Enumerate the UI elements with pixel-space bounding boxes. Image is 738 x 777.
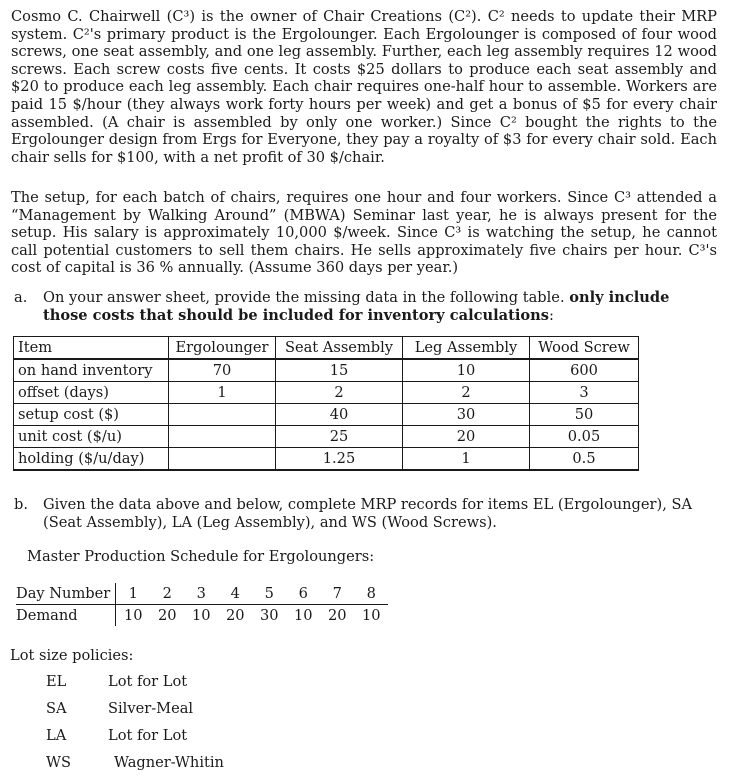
mps-demand: 20 [225,607,245,624]
question-b-text: Given the data above and below, complete MRP records for items EL (Ergolounger), SA (Seat Assembly), LA (Leg Assembly), and WS (Wood Screws). [43,496,693,531]
table-row [14,426,639,448]
row-label: holding ($/u/day) [14,448,169,471]
table-cell: 600 [530,359,639,382]
question-a-text [43,289,717,324]
lot-item: EL [46,673,67,690]
lot-item: WS [46,754,71,771]
header-leg-assembly: Leg Assembly [403,337,530,360]
question-b-label: b. [14,496,28,513]
mps-day-row [16,583,388,605]
table-cell: 70 [169,359,276,382]
mps-demand: 10 [123,607,143,624]
table-cell [169,404,276,426]
mps-day: 5 [252,583,286,605]
mps-day-label: Day Number [16,583,116,605]
mps-day: 8 [354,583,388,605]
table-cell: 2 [276,382,403,404]
table-cell: 1 [403,448,530,471]
inventory-header-row [14,337,639,360]
mps-day: 4 [218,583,252,605]
mps-title: Master Production Schedule for Ergoloungers: [27,548,375,565]
setup-paragraph: The setup, for each batch of chairs, requires one hour and four workers. Since C³ attended a “Management by Walking Around” (MBWA) Seminar last year, he is always present for the setup. His salary is approximately 10,000 $/week. Since C³ is watching the setup, he cannot call potential customers to sell them chairs. He sells approximately five chairs per hour. C³'s cost of capital is 36 % annually. (Assume 360 days per year.) [11,189,717,277]
table-cell: 15 [276,359,403,382]
intro-paragraph: Cosmo C. Chairwell (C³) is the owner of Chair Creations (C²). C² needs to update their MRP system. C²'s primary product is the Ergolounger. Each Ergolounger is composed of four wood screws, one seat assembly, and one leg assembly. Further, each leg assembly requires 12 wood screws. Each screw costs five cents. It costs $25 dollars to produce each seat assembly and $20 to produce each leg assembly. Each chair requires one-half hour to assemble. Workers are paid 15 $/hour (they always work forty hours per week) and get a bonus of $5 for every chair assembled. (A chair is assembled by only one worker.) Since C² bought the rights to the Ergolounger design from Ergs for Everyone, they pay a royalty of $3 for every chair sold. Each chair sells for $100, with a net profit of 30 $/chair. [11,8,717,166]
question-a-end: : [548,306,554,324]
question-a-prompt: On your answer sheet, provide the missing data in the following table. [43,289,565,306]
table-cell: 1.25 [276,448,403,471]
header-seat-assembly: Seat Assembly [276,337,403,360]
mps-demand: 20 [157,607,177,624]
lot-policy: Wagner-Whitin [114,754,224,771]
table-cell [169,426,276,448]
question-a-bold: only include those costs that should be included for inventory calculations [43,289,670,324]
mps-day: 6 [286,583,320,605]
mps-demand: 20 [327,607,347,624]
table-row [14,359,639,382]
lot-policy: Silver-Meal [108,700,194,717]
mps-day: 3 [184,583,218,605]
header-ergolounger: Ergolounger [169,337,276,360]
mps-demand-row [16,605,388,627]
table-cell: 2 [403,382,530,404]
table-row [14,448,639,471]
lot-item: SA [46,700,67,717]
question-a-label: a. [14,289,28,306]
table-cell: 50 [530,404,639,426]
table-cell: 10 [403,359,530,382]
header-item: Item [14,337,169,360]
table-cell: 25 [276,426,403,448]
row-label: offset (days) [14,382,169,404]
table-cell: 0.5 [530,448,639,471]
table-cell: 1 [169,382,276,404]
header-wood-screw: Wood Screw [530,337,639,360]
table-cell [169,448,276,471]
table-cell: 20 [403,426,530,448]
row-label: unit cost ($/u) [14,426,169,448]
mps-demand: 10 [191,607,211,624]
mps-demand: 10 [293,607,313,624]
mps-day: 7 [320,583,354,605]
inventory-table [13,336,639,471]
question-a [14,289,717,324]
lot-policy: Lot for Lot [108,727,188,744]
table-cell: 0.05 [530,426,639,448]
question-b [14,496,717,531]
table-row [14,404,639,426]
table-cell: 30 [403,404,530,426]
table-cell: 40 [276,404,403,426]
mps-demand-label: Demand [16,605,116,627]
lot-size-title: Lot size policies: [10,647,134,664]
row-label: on hand inventory [14,359,169,382]
table-row [14,382,639,404]
mps-demand: 30 [259,607,279,624]
mps-demand: 10 [361,607,381,624]
mps-table [16,583,388,626]
mps-day: 2 [150,583,184,605]
lot-policy: Lot for Lot [108,673,188,690]
mps-day: 1 [116,583,151,605]
table-cell: 3 [530,382,639,404]
row-label: setup cost ($) [14,404,169,426]
lot-item: LA [46,727,67,744]
